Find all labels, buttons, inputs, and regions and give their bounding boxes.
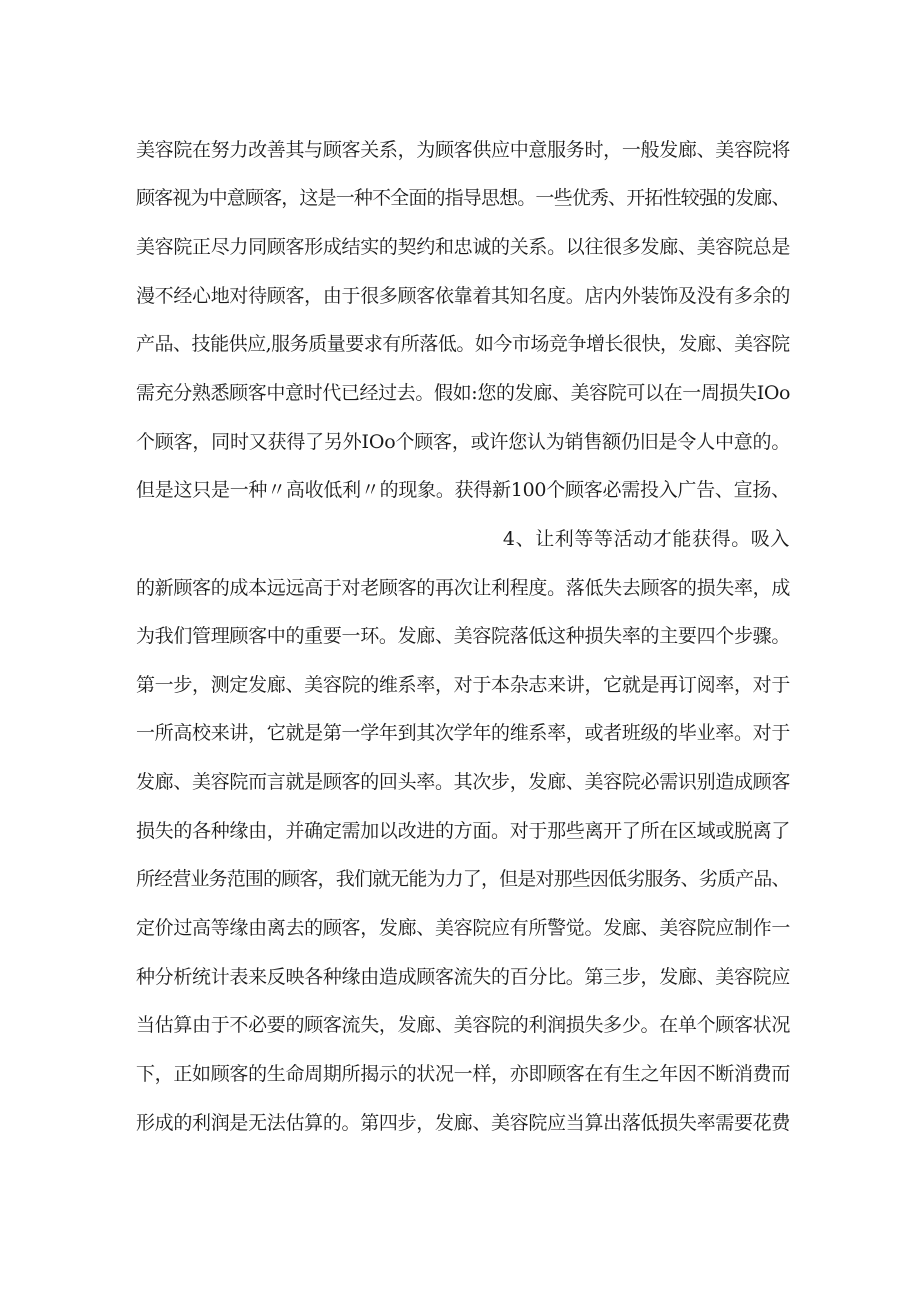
text-line-right-aligned: 4、让利等等活动才能获得。吸入 <box>502 528 790 550</box>
text-line: 下，正如顾客的生命周期所揭示的状况一样，亦即顾客在有生之年因不断消费而 <box>136 1063 791 1085</box>
text-line: 形成的利润是无法估算的。第四步，发廊、美容院应当算出落低损失率需要花费 <box>136 1112 791 1134</box>
text-line: 产品、技能供应,服务质量要求有所落低。如今市场竞争增长很快，发廊、美容院 <box>136 333 790 355</box>
text-line: 美容院正尽力同顾客形成结实的契约和忠诚的关系。以往很多发廊、美容院总是 <box>136 236 791 258</box>
text-line: 第一步，测定发廊、美容院的维系率，对于本杂志来讲，它就是再订阅率，对于 <box>136 674 791 696</box>
text-line: 定价过高等缘由离去的顾客，发廊、美容院应有所警觉。发廊、美容院应制作一 <box>136 917 791 939</box>
text-line: 的新顾客的成本远远高于对老顾客的再次让利程度。落低失去顾客的损失率，成 <box>136 577 791 599</box>
text-line: 当估算由于不必要的顾客流失，发廊、美容院的利润损失多少。在单个顾客状况 <box>136 1014 791 1036</box>
text-line: 个顾客，同时又获得了另外IOo个顾客，或许您认为销售额仍旧是令人中意的。 <box>136 431 791 453</box>
text-line: 发廊、美容院而言就是顾客的回头率。其次步，发廊、美容院必需识别造成顾客 <box>136 771 791 793</box>
text-line: 一所高校来讲，它就是第一学年到其次学年的维系率，或者班级的毕业率。对于 <box>136 722 791 744</box>
text-line: 损失的各种缘由，并确定需加以改进的方面。对于那些离开了所在区域或脱离了 <box>136 820 791 842</box>
text-line: 但是这只是一种〃高收低利〃的现象。获得新100个顾客必需投入广告、宣扬、 <box>136 479 790 501</box>
text-line: 顾客视为中意顾客，这是一种不全面的指导思想。一些优秀、开拓性较强的发廊、 <box>136 187 790 209</box>
text-line: 所经营业务范围的顾客，我们就无能为力了，但是对那些因低劣服务、劣质产品、 <box>136 868 790 890</box>
text-line: 种分析统计表来反映各种缘由造成顾客流失的百分比。第三步，发廊、美容院应 <box>136 966 791 988</box>
text-line: 美容院在努力改善其与顾客关系，为顾客供应中意服务时，一般发廊、美容院将 <box>136 139 791 161</box>
text-line: 为我们管理顾客中的重要一环。发廊、美容院落低这种损失率的主要四个步骤。 <box>136 625 791 647</box>
text-line: 需充分熟悉顾客中意时代已经过去。假如:您的发廊、美容院可以在一周损失IOo <box>136 382 791 404</box>
text-line: 漫不经心地对待顾客，由于很多顾客依靠着其知名度。店内外装饰及没有多余的 <box>136 285 791 307</box>
